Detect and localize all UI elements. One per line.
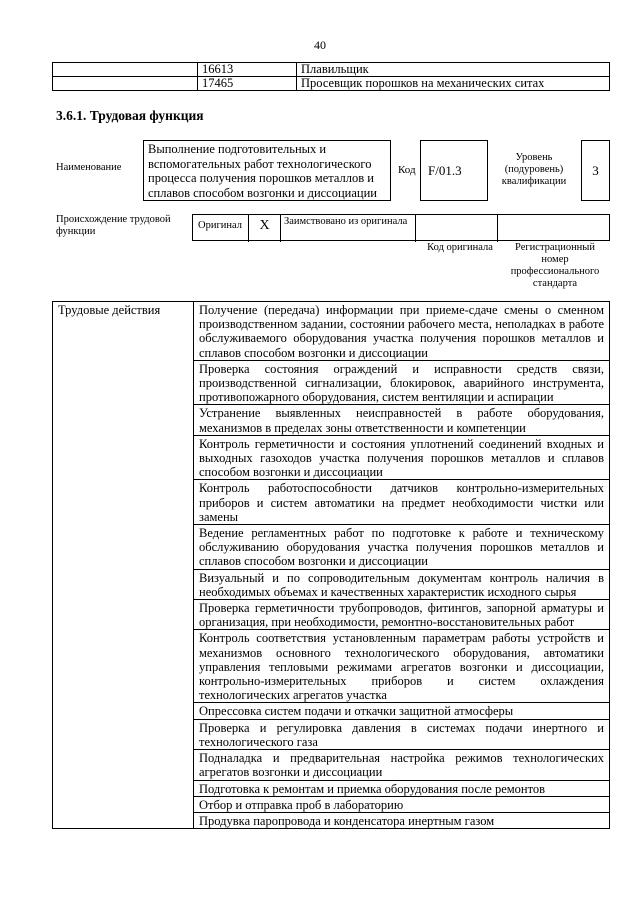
labor-action-item: Отбор и отправка проб в лабораторию (194, 796, 610, 812)
labor-action-item: Визуальный и по сопроводительным документам контроль наличия в необходимых объемах и качественных характеристик исходного сырья (194, 569, 610, 599)
labor-action-item: Опрессовка систем подачи и откачки защитной атмосферы (194, 703, 610, 719)
table-row (53, 63, 610, 77)
profession-name: Плавильщик (297, 63, 610, 77)
reg-number-cell (498, 215, 610, 242)
page-number: 40 (314, 38, 326, 52)
name-label: Наименование (56, 162, 122, 173)
labor-action-item: Подналадка и предварительная настройка режимов технологических агрегатов возгонки и диссоциации (194, 750, 610, 780)
labor-action-item: Контроль герметичности и состояния уплотнений соединений входных и выходных газоходов участка получения порошков металлов и сплавов способом возгонки и диссоциации (194, 435, 610, 480)
origin-row (192, 214, 610, 241)
original-label: Оригинал (193, 215, 249, 242)
labor-action-item: Подготовка к ремонтам и приемка оборудования после ремонтов (194, 780, 610, 796)
labor-actions-label: Трудовые действия (53, 302, 194, 829)
profession-codes-table (52, 62, 610, 91)
code-original-label: Код оригинала (427, 242, 493, 253)
profession-code: 16613 (198, 63, 297, 77)
labor-action-item: Контроль работоспособности датчиков контрольно-измерительных приборов и систем автоматики на предмет необходимости чистки или замены (194, 480, 610, 525)
profession-code: 17465 (198, 77, 297, 91)
labor-action-item: Ведение регламентных работ по подготовке к работе и техническому обслуживанию оборудования участка получения порошков металлов и сплавов способом возгонки и диссоциации (194, 525, 610, 570)
empty-cell (53, 63, 198, 77)
profession-name: Просевщик порошков на механических ситах (297, 77, 610, 91)
table-row (53, 77, 610, 91)
section-heading: 3.6.1. Трудовая функция (56, 108, 204, 123)
table-row (53, 302, 610, 361)
labor-action-item: Проверка герметичности трубопроводов, фитингов, запорной арматуры и организация, при необходимости, ремонтно-восстановительных работ (194, 600, 610, 630)
level-label: Уровень (подуровень) квалификации (501, 152, 567, 187)
empty-cell (53, 77, 198, 91)
level-value: 3 (581, 140, 610, 201)
labor-actions-table (52, 301, 610, 829)
labor-action-item: Устранение выявленных неисправностей в работе оборудования, механизмов в пределах зоны ответственности и компетенции (194, 405, 610, 435)
reg-number-label: Регистрационный номер профессионального стандарта (510, 242, 600, 289)
original-mark: X (249, 215, 281, 242)
labor-action-item: Проверка и регулировка давления в системах подачи инертного и технологического газа (194, 719, 610, 749)
labor-action-item: Продувка паропровода и конденсатора инертным газом (194, 812, 610, 828)
labor-action-item: Контроль соответствия установленным параметрам работы устройств и механизмов основного технологического оборудования, автоматики управления тепловыми режимами агрегатов возгонки и диссоциации, контрольно-измерительных приборов и систем охлаждения технологических агрегатов участка (194, 630, 610, 703)
function-name-value: Выполнение подготовительных и вспомогательных работ технологического процесса получения порошков металлов и сплавов способом возгонки и диссоциации (143, 140, 391, 201)
code-label: Код (398, 164, 416, 176)
labor-action-item: Проверка состояния ограждений и исправности средств связи, производственной сигнализации, блокировок, аварийного инструмента, противопожарного оборудования, систем вентиляции и аспирации (194, 360, 610, 405)
function-code-value: F/01.3 (420, 140, 488, 201)
code-original-cell (416, 215, 498, 242)
borrowed-label: Заимствовано из оригинала (281, 215, 416, 242)
labor-action-item: Получение (передача) информации при приеме-сдаче смены о сменном производственном задании, состоянии рабочего места, неполадках в работе обслуживаемого оборудования участка получения порошков металлов и сплавов способом возгонки и диссоциации (194, 302, 610, 361)
origin-label: Происхождение трудовой функции (56, 214, 171, 237)
